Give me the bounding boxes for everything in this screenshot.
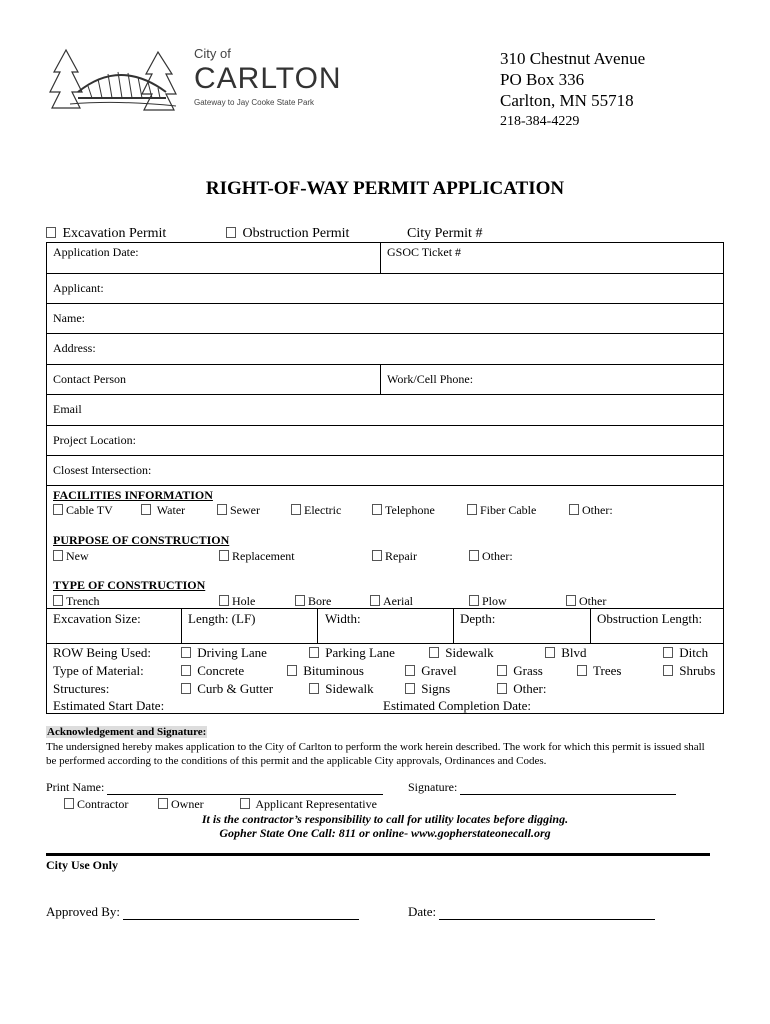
- date-line[interactable]: [439, 919, 655, 920]
- address-line2: PO Box 336: [500, 70, 585, 89]
- checkbox-icon[interactable]: [226, 227, 236, 238]
- checkbox-icon[interactable]: [545, 647, 555, 658]
- option-label: Other: [579, 594, 607, 608]
- gsoc-ticket-label: GSOC Ticket #: [387, 245, 462, 259]
- option-label: Driving Lane: [197, 645, 267, 660]
- applicant-label: Applicant:: [53, 281, 104, 295]
- option-label: Hole: [232, 594, 256, 608]
- structures-label: Structures:: [53, 681, 110, 696]
- checkbox-icon[interactable]: [429, 647, 439, 658]
- obstruction-permit-option[interactable]: [226, 226, 349, 242]
- name-label: Name:: [53, 311, 85, 325]
- option-label: Parking Lane: [325, 645, 395, 660]
- option-label: Trench: [66, 594, 100, 608]
- project-location-label: Project Location:: [53, 433, 136, 447]
- checkbox-icon[interactable]: [469, 595, 479, 606]
- checkbox-icon[interactable]: [295, 595, 305, 606]
- checkbox-icon[interactable]: [219, 550, 229, 561]
- row-blvd[interactable]: [545, 645, 587, 661]
- checkbox-icon[interactable]: [663, 665, 673, 676]
- application-date-label: Application Date:: [53, 245, 139, 259]
- role-applicant-rep[interactable]: [240, 797, 377, 812]
- role-owner[interactable]: [158, 797, 204, 812]
- row-used-label: ROW Being Used:: [53, 645, 151, 660]
- completion-date-label: Estimated Completion Date:: [383, 698, 532, 713]
- address-line1: 310 Chestnut Avenue: [500, 49, 646, 68]
- checkbox-icon[interactable]: [53, 595, 63, 606]
- material-concrete[interactable]: [181, 663, 244, 679]
- option-label: Other:: [513, 681, 547, 696]
- obstruction-length-label: Obstruction Length:: [597, 611, 703, 626]
- option-label: Concrete: [197, 663, 245, 678]
- checkbox-icon[interactable]: [309, 683, 319, 694]
- checkbox-icon[interactable]: [64, 798, 74, 809]
- option-label: Other:: [582, 503, 613, 517]
- obstruction-permit-label: Obstruction Permit: [242, 226, 350, 241]
- option-label: Repair: [385, 549, 417, 563]
- purpose-replacement[interactable]: [219, 549, 295, 564]
- approved-by-field[interactable]: [46, 904, 359, 920]
- logo-tagline: Gateway to Jay Cooke State Park: [194, 98, 315, 107]
- checkbox-icon[interactable]: [141, 504, 151, 515]
- print-name-label: Print Name:: [46, 780, 105, 794]
- row-parking-lane[interactable]: [309, 645, 395, 661]
- option-label: Ditch: [679, 645, 709, 660]
- excavation-permit-option[interactable]: [46, 226, 166, 242]
- purpose-repair[interactable]: [372, 549, 417, 564]
- checkbox-icon[interactable]: [370, 595, 380, 606]
- divider: [453, 609, 454, 643]
- checkbox-icon[interactable]: [467, 504, 477, 515]
- option-label: Replacement: [232, 549, 295, 563]
- date-label: Date:: [408, 904, 437, 919]
- checkbox-icon[interactable]: [53, 550, 63, 561]
- length-label: Length: (LF): [188, 611, 256, 626]
- option-label: Applicant Representative: [255, 797, 377, 811]
- signature-label: Signature:: [408, 780, 458, 794]
- ack-text: The undersigned hereby makes application to the City of Carlton to perform the work herein described. The work for which this permit is issued shall be performed according to the conditions of this permit and the applicable City approvals, Ordinances and Codes.: [46, 741, 705, 767]
- divider: [380, 243, 381, 273]
- checkbox-icon[interactable]: [663, 647, 673, 658]
- row-ditch[interactable]: [663, 645, 708, 661]
- logo-city-of: City of: [194, 46, 231, 61]
- checkbox-icon[interactable]: [405, 683, 415, 694]
- checkbox-icon[interactable]: [372, 550, 382, 561]
- divider: [46, 853, 710, 856]
- excavation-size-label: Excavation Size:: [53, 611, 141, 626]
- option-label: Contractor: [77, 797, 129, 811]
- city-permit-label: City Permit #: [407, 226, 483, 241]
- material-bituminous[interactable]: [287, 663, 364, 679]
- facility-electric[interactable]: [291, 503, 341, 518]
- option-label: Shrubs: [679, 663, 716, 678]
- applicant-info-box: [46, 242, 724, 486]
- checkbox-icon[interactable]: [309, 647, 319, 658]
- option-label: New: [66, 549, 89, 563]
- name-row[interactable]: [47, 304, 723, 334]
- divider: [181, 609, 182, 643]
- print-name-field[interactable]: [46, 780, 383, 795]
- divider: [380, 365, 381, 394]
- checkbox-icon[interactable]: [469, 550, 479, 561]
- checkbox-icon[interactable]: [219, 595, 229, 606]
- type-heading: TYPE OF CONSTRUCTION: [53, 578, 206, 592]
- facility-fiber-cable[interactable]: [467, 503, 536, 518]
- type-aerial[interactable]: [370, 594, 413, 609]
- material-trees[interactable]: [577, 663, 621, 679]
- construction-info-box: [46, 486, 724, 610]
- purpose-new[interactable]: [53, 549, 89, 564]
- option-label: Electric: [304, 503, 342, 517]
- option-label: Cable TV: [66, 503, 113, 517]
- material-grass[interactable]: [497, 663, 543, 679]
- print-name-line[interactable]: [107, 794, 383, 795]
- option-label: Sewer: [230, 503, 260, 517]
- option-label: Fiber Cable: [480, 503, 537, 517]
- type-hole[interactable]: [219, 594, 255, 609]
- divider: [590, 609, 591, 643]
- applicant-row[interactable]: [47, 274, 723, 304]
- approved-by-line[interactable]: [123, 919, 359, 920]
- excavation-permit-label: Excavation Permit: [62, 226, 167, 241]
- city-logo: [48, 40, 342, 120]
- structure-other[interactable]: [497, 681, 546, 697]
- facility-other[interactable]: [569, 503, 613, 518]
- checkbox-icon[interactable]: [372, 504, 382, 515]
- project-location-row[interactable]: [47, 426, 723, 456]
- depth-label: Depth:: [460, 611, 496, 626]
- signature-line[interactable]: [460, 794, 676, 795]
- facility-cable-tv[interactable]: [53, 503, 113, 518]
- material-gravel[interactable]: [405, 663, 457, 679]
- option-label: Signs: [421, 681, 451, 696]
- option-label: Water: [156, 503, 186, 517]
- address-phone: 218-384-4229: [500, 114, 580, 129]
- type-other[interactable]: [566, 594, 606, 609]
- start-date-label: Estimated Start Date:: [53, 698, 165, 713]
- ack-heading: Acknowledgement and Signature:: [47, 726, 207, 738]
- role-contractor[interactable]: [64, 797, 128, 812]
- checkbox-icon[interactable]: [217, 504, 227, 515]
- type-trench[interactable]: [53, 594, 100, 609]
- option-label: Sidewalk: [445, 645, 494, 660]
- checkbox-icon[interactable]: [181, 665, 191, 676]
- contact-row[interactable]: [47, 365, 723, 395]
- facility-telephone[interactable]: [372, 503, 435, 518]
- address-line3: Carlton, MN 55718: [500, 91, 634, 110]
- address-label: Address:: [53, 341, 96, 355]
- closest-intersection-row[interactable]: [47, 456, 723, 485]
- facility-sewer[interactable]: [217, 503, 260, 518]
- option-label: Trees: [593, 663, 622, 678]
- email-label: Email: [53, 402, 82, 416]
- approved-by-label: Approved By:: [46, 904, 121, 919]
- option-label: Blvd: [561, 645, 587, 660]
- address-row[interactable]: [47, 334, 723, 365]
- option-label: Telephone: [385, 503, 435, 517]
- type-bore[interactable]: [295, 594, 331, 609]
- width-label: Width:: [325, 611, 361, 626]
- purpose-heading: PURPOSE OF CONSTRUCTION: [53, 533, 230, 547]
- checkbox-icon[interactable]: [181, 647, 191, 658]
- checkbox-icon[interactable]: [181, 683, 191, 694]
- checkbox-icon[interactable]: [577, 665, 587, 676]
- city-address: [500, 48, 645, 132]
- page-title: RIGHT-OF-WAY PERMIT APPLICATION: [205, 178, 565, 199]
- option-label: Grass: [513, 663, 543, 678]
- application-date-row[interactable]: [47, 243, 723, 274]
- date-field[interactable]: [408, 904, 655, 920]
- structure-signs[interactable]: [405, 681, 450, 697]
- closest-intersection-label: Closest Intersection:: [53, 463, 152, 477]
- facilities-heading: FACILITIES INFORMATION: [53, 488, 213, 502]
- option-label: Bituminous: [303, 663, 364, 678]
- row-sidewalk[interactable]: [429, 645, 494, 661]
- checkbox-icon[interactable]: [497, 665, 507, 676]
- notice-line2: Gopher State One Call: 811 or online- www.gopherstateonecall.org: [219, 826, 551, 840]
- email-row[interactable]: [47, 395, 723, 426]
- checkbox-icon[interactable]: [287, 665, 297, 676]
- option-label: Plow: [482, 594, 507, 608]
- excavation-size-row[interactable]: [47, 609, 723, 644]
- purpose-other[interactable]: [469, 549, 513, 564]
- type-plow[interactable]: [469, 594, 507, 609]
- checkbox-icon[interactable]: [405, 665, 415, 676]
- option-label: Owner: [171, 797, 204, 811]
- facility-water[interactable]: [141, 503, 185, 518]
- option-label: Curb & Gutter: [197, 681, 274, 696]
- logo-name: CARLTON: [194, 62, 342, 95]
- option-label: Other:: [482, 549, 513, 563]
- option-label: Gravel: [421, 663, 457, 678]
- checkbox-icon[interactable]: [291, 504, 301, 515]
- checkbox-icon[interactable]: [566, 595, 576, 606]
- checkbox-icon[interactable]: [46, 227, 56, 238]
- checkbox-icon[interactable]: [53, 504, 63, 515]
- material-label: Type of Material:: [53, 663, 144, 678]
- checkbox-icon[interactable]: [569, 504, 579, 515]
- excavation-table: [46, 608, 724, 714]
- checkbox-icon[interactable]: [158, 798, 168, 809]
- row-driving-lane[interactable]: [181, 645, 267, 661]
- signature-field[interactable]: [408, 780, 676, 795]
- contact-person-label: Contact Person: [53, 372, 126, 386]
- option-label: Aerial: [383, 594, 413, 608]
- structure-curb-gutter[interactable]: [181, 681, 273, 697]
- option-label: Bore: [308, 594, 332, 608]
- checkbox-icon[interactable]: [240, 798, 250, 809]
- work-phone-label: Work/Cell Phone:: [387, 372, 474, 386]
- notice-line1: It is the contractor’s responsibility to call for utility locates before digging.: [201, 812, 569, 826]
- option-label: Sidewalk: [325, 681, 374, 696]
- city-use-heading: City Use Only: [46, 858, 118, 872]
- material-shrubs[interactable]: [663, 663, 715, 679]
- structure-sidewalk[interactable]: [309, 681, 374, 697]
- divider: [317, 609, 318, 643]
- checkbox-icon[interactable]: [497, 683, 507, 694]
